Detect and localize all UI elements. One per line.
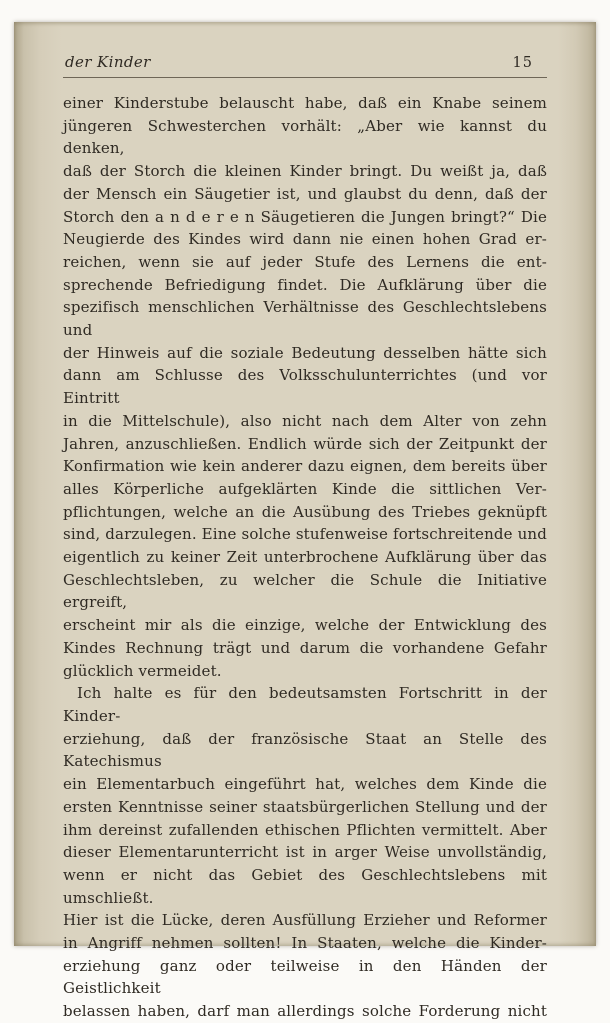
text-line: reichen, wenn sie auf jeder Stufe des Lernens die ent- — [63, 252, 547, 271]
header-title: der Kinder — [65, 53, 151, 71]
page-content — [63, 22, 547, 1023]
text-line: der Mensch ein Säugetier ist, und glaubst du denn, daß der — [63, 184, 547, 203]
text-line: ihm dereinst zufallenden ethischen Pflichten vermittelt. Aber — [63, 820, 547, 839]
text-line: Storch den a n d e r e n Säugetieren die Jungen bringt?“ Die — [63, 207, 547, 226]
text-line: eigentlich zu keiner Zeit unterbrochene Aufklärung über das — [63, 548, 547, 567]
text-line: sprechende Befriedigung findet. Die Aufklärung über die — [63, 275, 547, 294]
text-line: erziehung, daß der französische Staat an Stelle des Katechismus — [63, 729, 547, 771]
text-line: ein Elementarbuch eingeführt hat, welches dem Kinde die — [63, 775, 547, 794]
text-line: Kindes Rechnung trägt und darum die vorhandene Gefahr — [63, 638, 547, 657]
text-line: einer Kinderstube belauscht habe, daß ein Knabe seinem — [63, 94, 547, 112]
running-header — [63, 53, 547, 71]
text-line: Neugierde des Kindes wird dann nie einen hohen Grad er- — [63, 230, 547, 249]
paragraph — [63, 92, 547, 682]
text-line: glücklich vermeidet. — [63, 661, 222, 680]
text-line: belassen haben, darf man allerdings solche Forderung nicht — [63, 1002, 547, 1021]
text-line: Geschlechtsleben, zu welcher die Schule die Initiative ergreift, — [63, 570, 547, 612]
paragraph — [63, 682, 547, 1023]
text-line: der Hinweis auf die soziale Bedeutung desselben hätte sich — [63, 343, 547, 362]
text-line: in die Mittelschule), also nicht nach dem Alter von zehn — [63, 411, 547, 430]
text-line: erscheint mir als die einzige, welche der Entwicklung des — [63, 616, 547, 635]
text-block — [63, 92, 547, 1023]
text-line: jüngeren Schwesterchen vorhält: „Aber wie kannst du denken, — [63, 116, 547, 158]
text-line: in Angriff nehmen sollten! In Staaten, welche die Kinder- — [63, 934, 547, 953]
text-line: Ich halte es für den bedeutsamsten Fortschritt in der Kinder- — [63, 684, 547, 725]
text-line: spezifisch menschlichen Verhältnisse des Geschlechtslebens und — [63, 298, 547, 340]
text-line: Hier ist die Lücke, deren Ausfüllung Erzieher und Reformer — [63, 911, 547, 930]
text-line: sind, darzulegen. Eine solche stufenweise fortschreitende und — [63, 525, 547, 544]
header-rule — [63, 77, 547, 78]
text-line: alles Körperliche aufgeklärten Kinde die sittlichen Ver- — [63, 479, 547, 498]
text-line: daß der Storch die kleinen Kinder bringt. Du weißt ja, daß — [63, 162, 547, 181]
text-line: dieser Elementarunterricht ist in arger Weise unvollständig, — [63, 843, 547, 862]
text-line: ersten Kenntnisse seiner staatsbürgerlichen Stellung und der — [63, 797, 547, 816]
text-line: Jahren, anzuschließen. Endlich würde sich der Zeitpunkt der — [63, 434, 547, 453]
page-number: 15 — [512, 55, 533, 71]
text-line: dann am Schlusse des Volksschulunterrichtes (und vor Eintritt — [63, 366, 547, 408]
text-line: wenn er nicht das Gebiet des Geschlechtslebens mit umschließt. — [63, 865, 547, 907]
page — [14, 22, 596, 1021]
text-line: Konfirmation wie kein anderer dazu eignen, dem bereits über — [63, 457, 547, 476]
text-line: pflichtungen, welche an die Ausübung des Triebes geknüpft — [63, 502, 547, 521]
text-line: erziehung ganz oder teilweise in den Händen der Geistlichkeit — [63, 956, 547, 998]
